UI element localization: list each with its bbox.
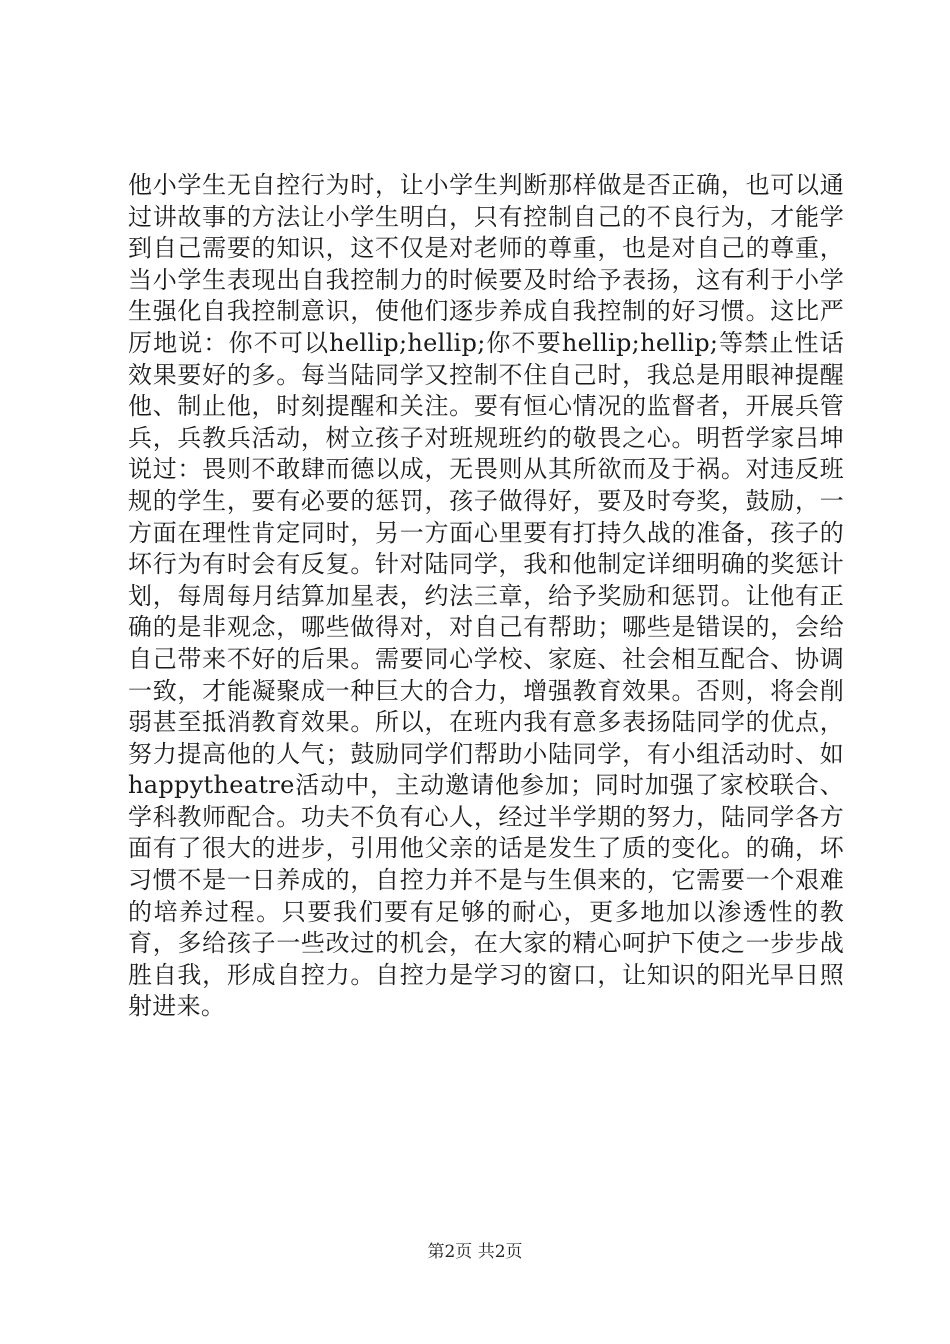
page-number-footer: 第2页 共2页	[427, 1242, 523, 1262]
body-paragraph: 他小学生无自控行为时，让小学生判断那样做是否正确，也可以通过讲故事的方法让小学生明白，只有控制自己的不良行为，才能学到自己需要的知识，这不仅是对老师的尊重，也是对自己的尊重，当小学生表现出自我控制力的时候要及时给予表扬，这有利于小学生强化自我控制意识，使他们逐步养成自我控制的好习惯。这比严厉地说：你不可以hellip;hellip;你不要hellip;hellip;等禁止性话效果要好的多。每当陆同学又控制不住自己时，我总是用眼神提醒他、制止他，时刻提醒和关注。要有恒心情况的监督者，开展兵管兵，兵教兵活动，树立孩子对班规班约的敬畏之心。明哲学家吕坤说过：畏则不敢肆而德以成，无畏则从其所欲而及于祸。对违反班规的学生，要有必要的惩罚，孩子做得好，要及时夸奖，鼓励，一方面在理性肯定同时，另一方面心里要有打持久战的准备，孩子的坏行为有时会有反复。针对陆同学，我和他制定详细明确的奖惩计划，每周每月结算加星表，约法三章，给予奖励和惩罚。让他有正确的是非观念，哪些做得对，对自己有帮助；哪些是错误的，会给自己带来不好的后果。需要同心学校、家庭、社会相互配合、协调一致，才能凝聚成一种巨大的合力，增强教育效果。否则，将会削弱甚至抵消教育效果。所以，在班内我有意多表扬陆同学的优点，努力提高他的人气；鼓励同学们帮助小陆同学，有小组活动时、如happytheatre活动中，主动邀请他参加；同时加强了家校联合、学科教师配合。功夫不负有心人，经过半学期的努力，陆同学各方面有了很大的进步，引用他父亲的话是发生了质的变化。的确，坏习惯不是一日养成的，自控力并不是与生俱来的，它需要一个艰难的培养过程。只要我们要有足够的耐心，更多地加以渗透性的教育，多给孩子一些改过的机会，在大家的精心呵护下使之一步步战胜自我，形成自控力。自控力是学习的窗口，让知识的阳光早日照射进来。	[128, 171, 844, 1021]
